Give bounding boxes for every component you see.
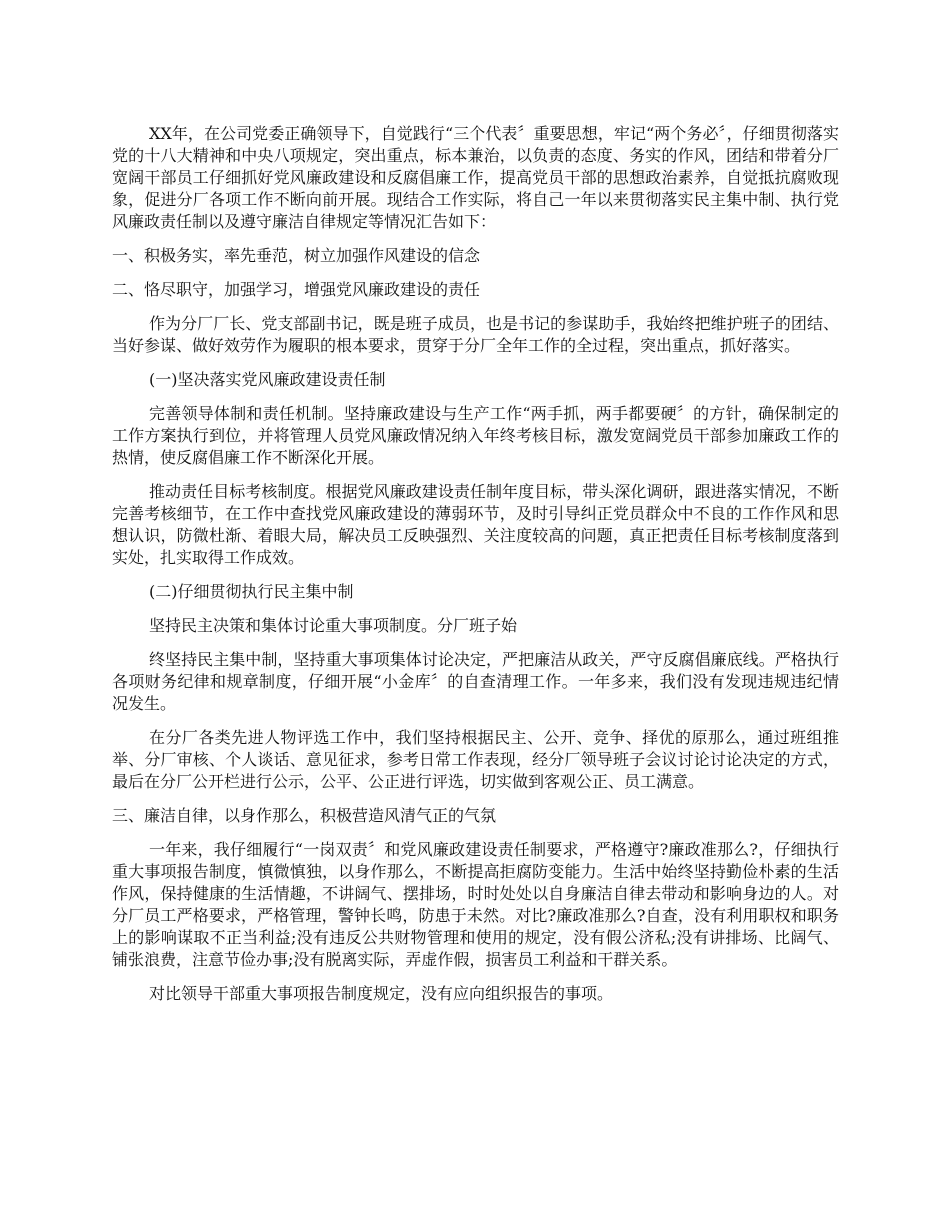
paragraph: 作为分厂厂长、党支部副书记，既是班子成员，也是书记的参谋助手，我始终把维护班子的团结、当好参谋、做好效劳作为履职的根本要求，贯穿于分厂全年工作的全过程，突出重点，抓好落实。 [112,314,839,355]
paragraph-closing: 对比领导干部重大事项报告制度规定，没有应向组织报告的事项。 [149,984,614,1003]
paragraph-intro: XX年，在公司党委正确领导下，自觉践行“三个代表〞重要思想，牢记“两个务必〞，仔细贯彻落实党的十八大精神和中央八项规定，突出重点，标本兼治，以负责的态度、务实的作风，团结和带着分厂宽阔干部员工仔细抓好党风廉政建设和反腐倡廉工作，提高党员干部的思想政治素养，自觉抵抗腐败现象，促进分厂各项工作不断向前开展。现结合工作实际，将自己一年以来贯彻落实民主集中制、执行党风廉政责任制以及遵守廉洁自律规定等情况汇告如下： [112,124,839,231]
paragraph: 坚持民主决策和集体讨论重大事项制度。分厂班子始 [149,616,518,635]
paragraph: 在分厂各类先进人物评选工作中，我们坚持根据民主、公开、竞争、择优的原那么，通过班组推举、分厂审核、个人谈话、意见征求，参考日常工作表现，经分厂领导班子会议讨论讨论决定的方式，最后在分厂公开栏进行公示，公平、公正进行评选，切实做到客观公正、员工满意。 [112,728,839,791]
section-heading-3: 三、廉洁自律，以身作那么，积极营造风清气正的气氛 [112,806,497,825]
section-heading-1: 一、积极务实，率先垂范，树立加强作风建设的信念 [112,246,481,265]
paragraph: 完善领导体制和责任机制。坚持廉政建设与生产工作“两手抓，两手都要硬〞的方针，确保制定的工作方案执行到位，并将管理人员党风廉政情况纳入年终考核目标，激发宽阔党员干部参加廉政工作的热情，使反腐倡廉工作不断深化开展。 [112,404,839,467]
paragraph: 终坚持民主集中制，坚持重大事项集体讨论决定，严把廉洁从政关，严守反腐倡廉底线。严格执行各项财务纪律和规章制度，仔细开展“小金库〞的自查清理工作。一年多来，我们没有发现违规违纪情况发生。 [112,650,839,713]
document-body [112,123,839,1017]
subsection-heading-2: (二)仔细贯彻执行民主集中制 [149,582,354,601]
subsection-heading-1: (一)坚决落实党风廉政建设责任制 [149,370,386,389]
section-heading-2: 二、恪尽职守，加强学习，增强党风廉政建设的责任 [112,280,481,299]
paragraph: 推动责任目标考核制度。根据党风廉政建设责任制年度目标，带头深化调研，跟进落实情况，不断完善考核细节，在工作中查找党风廉政建设的薄弱环节，及时引导纠正党员群众中不良的工作作风和思想认识，防微杜渐、着眼大局，解决员工反映强烈、关注度较高的问题，真正把责任目标考核制度落到实处，扎实取得工作成效。 [112,482,839,567]
paragraph: 一年来，我仔细履行“一岗双责〞和党风廉政建设责任制要求，严格遵守?廉政准那么?，仔细执行重大事项报告制度，慎微慎独，以身作那么，不断提高拒腐防变能力。生活中始终坚持勤俭朴素的生活作风，保持健康的生活情趣，不讲阔气、摆排场，时时处处以自身廉洁自律去带动和影响身边的人。对分厂员工严格要求，严格管理，警钟长鸣，防患于未然。对比?廉政准那么?自查，没有利用职权和职务上的影响谋取不正当利益;没有违反公共财物管理和使用的规定，没有假公济私;没有讲排场、比阔气、铺张浪费，注意节俭办事;没有脱离实际，弄虚作假，损害员工利益和干群关系。 [112,840,839,969]
